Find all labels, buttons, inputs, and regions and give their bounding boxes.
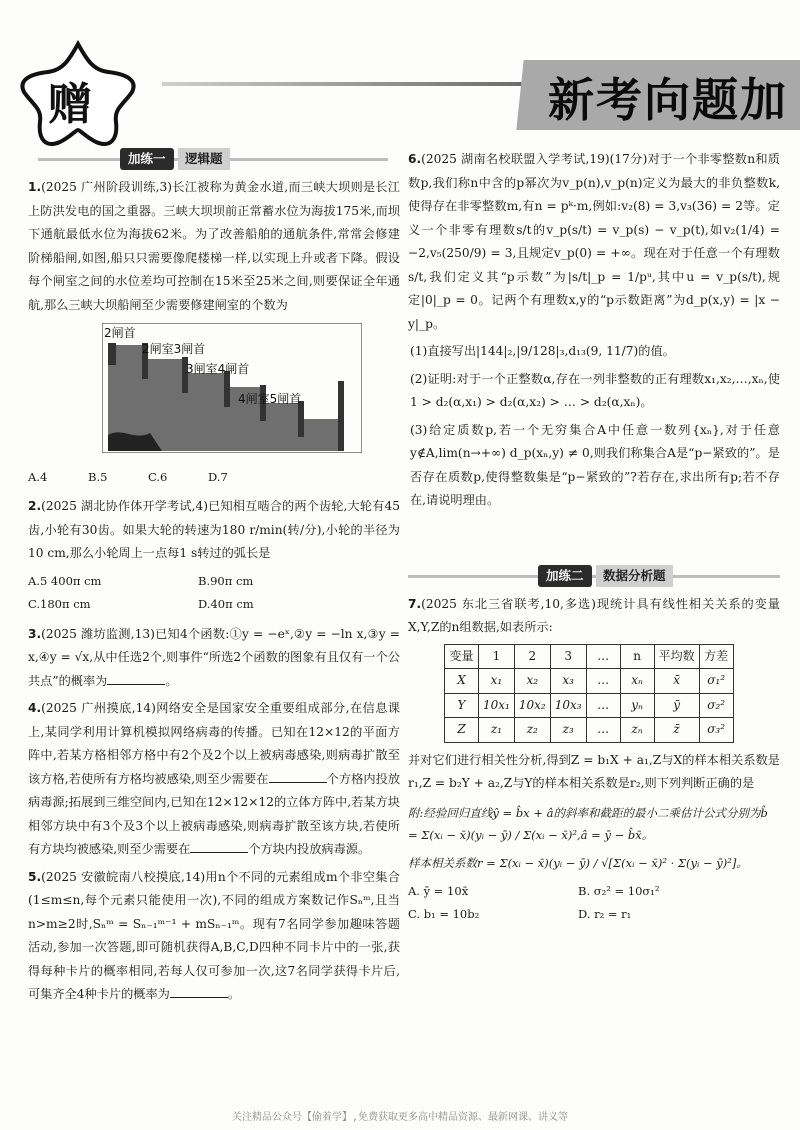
question-number: 1. [28, 180, 42, 194]
table-header-cell: … [586, 644, 620, 669]
question-text: (2025 安徽皖南八校摸底,14)用n个不同的元素组成m个非空集合(1≤m≤n,每个元素只能使用一次),不同的组成方案数记作Sₙᵐ,且当n>m≥2时,Sₙᵐ = Sₙ₋₁ᵐ⁻¹ + mSₙ₋₁ᵐ。现有7名同学参加趣味答题活动,参加一次答题,即可随机获得A,B,C,D四种不同卡片中的一张,获得每种卡片的概率相同,若每人仅可参加一次,这7名同学获得卡片后,可集齐全4种卡片的概率为 [28, 869, 400, 1001]
lock-label-2: 2闸室3闸首 [142, 342, 206, 356]
table-cell: 10x₃ [550, 693, 586, 718]
option-b: B.5 [88, 469, 108, 484]
table-header-row [445, 644, 734, 669]
table-cell: x₂ [514, 669, 550, 694]
table-header-cell: 3 [550, 644, 586, 669]
option-c: C.180π cm [28, 597, 91, 611]
option-a: A. ȳ = 10x̄ [408, 883, 469, 898]
question-end: 。 [165, 673, 178, 688]
question-text-a: (2025 广州摸底,14)网络安全是国家安全重要组成部分,在信息课上,某同学利用计算机模拟网络病毒的传播。已知在12×12的平面方阵中,若某方格相邻方格中有2个及2个以上被病毒感染,则病毒扩散至该方格,若使所有方格均被感染,则至少需要在 [28, 701, 400, 786]
question-number: 5. [28, 869, 42, 884]
section-title: 逻辑题 [178, 148, 230, 170]
table-cell: z₂ [514, 718, 550, 743]
banner-title: 新考向题加 [548, 73, 788, 127]
table-header-cell: 方差 [699, 644, 733, 669]
option-c: C.6 [148, 469, 168, 484]
question-1 [28, 176, 400, 317]
question-text-c: 个方块内投放病毒源。 [248, 842, 371, 856]
lock-label-3: 3闸室4闸首 [186, 362, 250, 376]
lock-label-1: 2闸首 [104, 326, 136, 340]
gift-star-badge [14, 40, 142, 150]
table-cell: Y [445, 693, 479, 718]
table-cell: Z [445, 718, 479, 743]
question-number: 4. [28, 701, 42, 715]
footer-note: 关注精品公众号【偷着学】,免费获取更多高中精品资源、最新网课、讲义等 [231, 1112, 569, 1123]
options-q1 [28, 466, 400, 490]
ship-lock-diagram [102, 323, 362, 453]
table-header-cell: 平均数 [654, 644, 699, 669]
option-b: B. σ₂² = 10σ₁² [578, 883, 660, 898]
question-6 [408, 148, 780, 336]
question-7 [408, 593, 780, 640]
table-cell: X [445, 669, 479, 694]
table-cell: yₙ [620, 693, 654, 718]
question-text-b: 个方格内投放病毒源;拓展到三维空间内,已知在12×12×12的立体方阵中,若某方块相邻方块中有3个及3个以上被病毒感染,则病毒扩散至该方块,若使所有方块均被感染,则至少需要在 [28, 771, 401, 856]
table-cell: zₙ [620, 718, 654, 743]
question-3 [28, 623, 400, 694]
left-column [28, 148, 400, 1011]
question-text: (2025 潍坊监测,13)已知4个函数:①y = −eˣ,②y = −ln x,③y = x,④y = √x,从中任选2个,则事件“所选2个函数的图象有且仅有一个公共点”的概率为 [28, 626, 400, 688]
section-header-data [408, 565, 780, 587]
answer-blank-2 [190, 841, 248, 853]
question-end: 。 [227, 987, 241, 1001]
table-cell: σ₁² [699, 669, 733, 694]
data-table [444, 644, 734, 743]
section-line [408, 575, 780, 578]
question-text: (2025 广州阶段训练,3)长江被称为黄金水道,而三峡大坝则是长江上防洪发电的国之重器。三峡大坝坝前正常蓄水位为海拔175米,而坝下通航最低水位为海拔62米。为了改善船舶的通航条件,常常会修建阶梯船闸,如图,船只只需要像爬楼梯一样,以实现上升或者下降。假设每个闸室之间的水位差均可控制在15米至25米之间,则要保证全年通航,那么三峡大坝船闸至少需要修建闸室的个数为 [28, 180, 400, 312]
option-b: B.90π cm [198, 573, 254, 588]
right-column [408, 148, 780, 927]
table-cell: x₁ [479, 669, 515, 694]
table-cell: … [586, 693, 620, 718]
question-6-part-2: (2)证明:对于一个正整数α,存在一列非整数的正有理数x₁,x₂,…,xₙ,使1 > d₂(α,x₁) > d₂(α,x₂) > … > d₂(α,xₙ)。 [410, 371, 780, 409]
table-row [445, 718, 734, 743]
question-number: 6. [408, 152, 422, 166]
table-row [445, 693, 734, 718]
question-number: 3. [28, 626, 42, 641]
regression-note: 附:经验回归直线ŷ = b̂x + â的斜率和截距的最小二乘估计公式分别为b̂ = Σ(xᵢ − x̄)(yᵢ − ȳ) / Σ(xᵢ − x̄)²,â = ȳ − b̂x̄。 [408, 805, 768, 842]
table-header-cell: 变量 [445, 644, 479, 669]
options-q7 [408, 880, 780, 927]
header-divider [162, 82, 527, 86]
answer-blank [170, 986, 228, 998]
table-header-cell: 1 [479, 644, 515, 669]
section-header-logic [28, 148, 400, 170]
table-cell: z₃ [550, 718, 586, 743]
answer-blank [107, 673, 165, 685]
table-cell: x₃ [550, 669, 586, 694]
table-cell: x̄ [654, 669, 699, 694]
table-cell: 10x₂ [514, 693, 550, 718]
section-title: 数据分析题 [596, 565, 673, 587]
question-text: (2025 东北三省联考,10,多选)现统计具有线性相关关系的变量X,Y,Z的n组数据,如表所示: [408, 596, 780, 634]
section-tag: 加练一 [120, 148, 174, 170]
table-cell: xₙ [620, 669, 654, 694]
section-tag: 加练二 [538, 565, 592, 587]
option-a: A.5 400π cm [28, 573, 102, 588]
option-a: A.4 [28, 469, 48, 484]
question-number: 2. [28, 499, 42, 513]
answer-blank-1 [269, 771, 327, 783]
option-c: C. b₁ = 10b₂ [408, 907, 480, 921]
options-q2 [28, 570, 400, 617]
table-cell: ȳ [654, 693, 699, 718]
question-5 [28, 866, 400, 1007]
table-cell: σ₃² [699, 718, 733, 743]
question-2 [28, 495, 400, 566]
table-cell: 10x₁ [479, 693, 515, 718]
table-header-cell: 2 [514, 644, 550, 669]
table-cell: z̄ [654, 718, 699, 743]
lock-label-4: 4闸室5闸首 [238, 392, 302, 406]
gift-char: 赠 [48, 79, 92, 130]
question-6-part-3: (3)给定质数p,若一个无穷集合A中任意一数列{xₙ},对于任意y∉A,lim(n→+∞) d_p(xₙ,y) ≠ 0,则我们称集合A是“p−紧致的”。是否存在质数p,使得整数集是“p−紧致的”?若存在,求出所有p;若不存在,请说明理由。 [410, 422, 780, 507]
table-header-cell: n [620, 644, 654, 669]
table-cell: σ₂² [699, 693, 733, 718]
question-7-analysis: 并对它们进行相关性分析,得到Z = b₁X + a₁,Z与X的样本相关系数是r₁,Z = b₂Y + a₂,Z与Y的样本相关系数是r₂,则下列判断正确的是 [408, 752, 780, 790]
table-row [445, 669, 734, 694]
option-d: D. r₂ = r₁ [578, 907, 632, 921]
option-d: D.7 [208, 469, 228, 484]
option-d: D.40π cm [198, 597, 254, 611]
table-cell: … [586, 669, 620, 694]
table-cell: z₁ [479, 718, 515, 743]
question-4 [28, 697, 400, 862]
question-6-part-1: (1)直接写出|144|₂,|9/128|₃,d₁₃(9, 11/7)的值。 [410, 344, 675, 358]
question-number: 7. [408, 596, 422, 611]
correlation-formula: 样本相关系数r = Σ(xᵢ − x̄)(yᵢ − ȳ) / √[Σ(xᵢ − x̄)² · Σ(yᵢ − ȳ)²]。 [408, 855, 748, 870]
question-text: (2025 湖南名校联盟入学考试,19)(17分)对于一个非零整数n和质数p,我们称n中含的p幂次为v_p(n),v_p(n)定义为最大的非负整数k,使得存在非零整数m,有n = pᵏ·m,例如:v₂(8) = 3,v₃(36) = 2等。定义一个非零有理数s/t的v_p(s/t) = v_p(s) − v_p(t),如v₂(1/4) = −2,v₅(250/9) = 3,且规定v_p(0) = +∞。现在对于任意一个有理数s/t,我们定义其“p示数”为|s/t|_p = 1/pᵘ,其中u = v_p(s/t),规定|0|_p = 0。记两个有理数x,y的“p示数距离”为d_p(x,y) = |x − y|_p。 [408, 152, 780, 331]
table-cell: … [586, 718, 620, 743]
question-text: (2025 湖北协作体开学考试,4)已知相互啮合的两个齿轮,大轮有45齿,小轮有30齿。如果大轮的转速为180 r/min(转/分),小轮的半径为10 cm,那么小轮周上一点每1 s转过的弧长是 [28, 499, 400, 560]
